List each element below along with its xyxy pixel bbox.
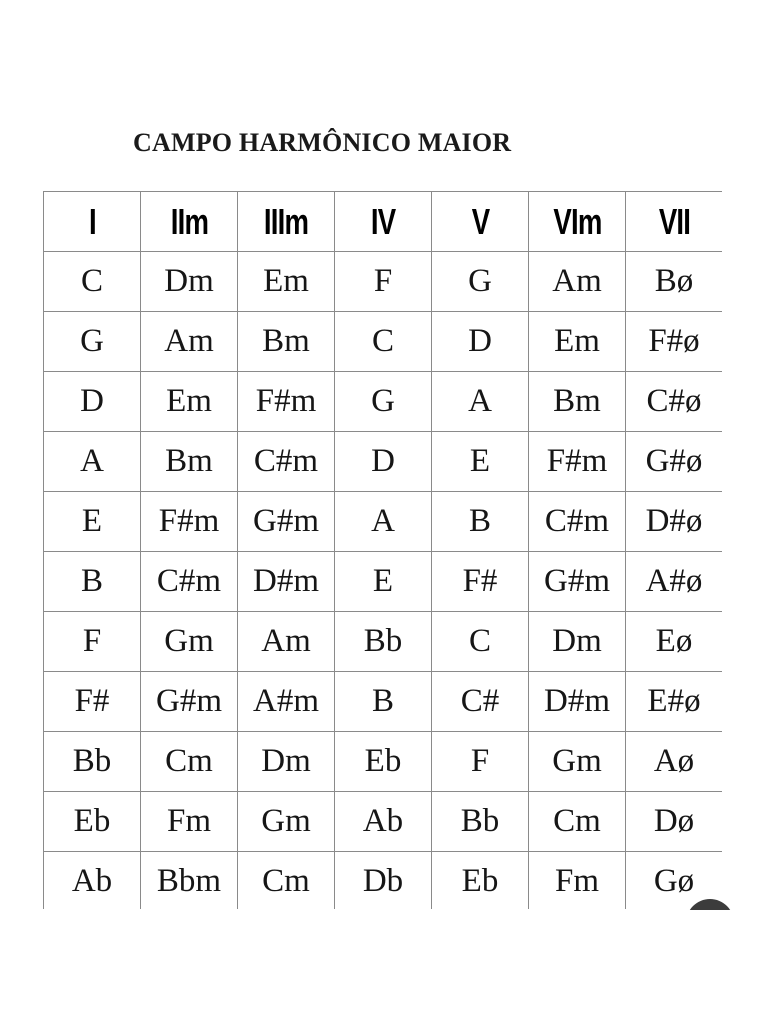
chord-cell: C#m xyxy=(238,432,335,492)
chord-cell: Dø xyxy=(626,792,723,852)
chord-cell: C#ø xyxy=(626,372,723,432)
table-row xyxy=(44,732,723,792)
chord-cell: Bb xyxy=(335,612,432,672)
chord-cell: Am xyxy=(529,252,626,312)
chord-cell: F# xyxy=(44,672,141,732)
chord-cell: E xyxy=(44,492,141,552)
chord-cell: B xyxy=(44,552,141,612)
chord-cell: D#m xyxy=(238,552,335,612)
chord-cell: Gm xyxy=(529,732,626,792)
circle-icon xyxy=(686,899,734,910)
chord-cell: F#m xyxy=(238,372,335,432)
chord-cell: Bb xyxy=(44,732,141,792)
chord-cell: F xyxy=(432,732,529,792)
chord-cell: F xyxy=(44,612,141,672)
chord-cell: G xyxy=(432,252,529,312)
degree-header: IIIm xyxy=(245,192,327,252)
table-row xyxy=(44,552,723,612)
chord-cell: Bm xyxy=(238,312,335,372)
chord-cell: D xyxy=(432,312,529,372)
chord-cell: Aø xyxy=(626,732,723,792)
chord-cell: Cm xyxy=(238,852,335,910)
chord-cell: Cm xyxy=(529,792,626,852)
degree-header: I xyxy=(51,192,133,252)
chord-cell: E#ø xyxy=(626,672,723,732)
degree-header: V xyxy=(439,192,521,252)
chord-cell: D xyxy=(335,432,432,492)
chord-cell: Db xyxy=(335,852,432,910)
chord-cell: E xyxy=(335,552,432,612)
table-row xyxy=(44,312,723,372)
chord-cell: F#m xyxy=(141,492,238,552)
chord-cell: F#ø xyxy=(626,312,723,372)
table-row xyxy=(44,852,723,910)
chord-cell: C#m xyxy=(529,492,626,552)
chord-cell: F#m xyxy=(529,432,626,492)
chord-cell: Em xyxy=(141,372,238,432)
chord-cell: Eb xyxy=(432,852,529,910)
chord-cell: D#ø xyxy=(626,492,723,552)
chord-cell: Gm xyxy=(141,612,238,672)
chord-cell: Ab xyxy=(44,852,141,910)
chord-cell: C xyxy=(44,252,141,312)
degree-header: VIm xyxy=(536,192,618,252)
chord-cell: C xyxy=(432,612,529,672)
chord-cell: C xyxy=(335,312,432,372)
degree-header: VII xyxy=(633,192,715,252)
chord-cell: Am xyxy=(141,312,238,372)
chord-cell: A#ø xyxy=(626,552,723,612)
harmonic-field-table xyxy=(43,191,722,909)
chord-table-container xyxy=(43,191,722,909)
chord-cell: F# xyxy=(432,552,529,612)
chord-cell: Eb xyxy=(44,792,141,852)
chord-cell: G#m xyxy=(141,672,238,732)
degree-header: IV xyxy=(342,192,424,252)
chord-cell: D#m xyxy=(529,672,626,732)
degree-header: IIm xyxy=(148,192,230,252)
chord-cell: A xyxy=(44,432,141,492)
chord-cell: F xyxy=(335,252,432,312)
chord-cell: B xyxy=(335,672,432,732)
chord-cell: Dm xyxy=(141,252,238,312)
chord-cell: E xyxy=(432,432,529,492)
table-row xyxy=(44,492,723,552)
chord-cell: Cm xyxy=(141,732,238,792)
chord-cell: G#m xyxy=(238,492,335,552)
table-row xyxy=(44,252,723,312)
chord-cell: G xyxy=(335,372,432,432)
chord-cell: Gø xyxy=(626,852,723,910)
chord-cell: Dm xyxy=(529,612,626,672)
page-title: CAMPO HARMÔNICO MAIOR xyxy=(133,128,512,157)
chord-cell: Bm xyxy=(141,432,238,492)
chord-cell: D xyxy=(44,372,141,432)
chord-cell: Em xyxy=(238,252,335,312)
chord-cell: G#ø xyxy=(626,432,723,492)
chord-cell: Em xyxy=(529,312,626,372)
header-row xyxy=(44,192,723,252)
chord-cell: C#m xyxy=(141,552,238,612)
table-row xyxy=(44,372,723,432)
table-row xyxy=(44,612,723,672)
chord-cell: Ab xyxy=(335,792,432,852)
chord-cell: G xyxy=(44,312,141,372)
chord-table-body xyxy=(44,252,723,910)
chord-cell: A#m xyxy=(238,672,335,732)
chord-cell: Eb xyxy=(335,732,432,792)
chord-cell: B xyxy=(432,492,529,552)
chord-cell: C# xyxy=(432,672,529,732)
chord-cell: Fm xyxy=(141,792,238,852)
chord-cell: Am xyxy=(238,612,335,672)
chord-cell: Bbm xyxy=(141,852,238,910)
chord-cell: Bm xyxy=(529,372,626,432)
chord-cell: Fm xyxy=(529,852,626,910)
table-row xyxy=(44,432,723,492)
chord-cell: Dm xyxy=(238,732,335,792)
table-row xyxy=(44,792,723,852)
table-row xyxy=(44,672,723,732)
corner-badge-clip xyxy=(680,896,740,910)
chord-cell: Bø xyxy=(626,252,723,312)
chord-cell: Gm xyxy=(238,792,335,852)
chord-cell: Eø xyxy=(626,612,723,672)
chord-cell: G#m xyxy=(529,552,626,612)
chord-cell: A xyxy=(335,492,432,552)
chord-cell: A xyxy=(432,372,529,432)
chord-cell: Bb xyxy=(432,792,529,852)
